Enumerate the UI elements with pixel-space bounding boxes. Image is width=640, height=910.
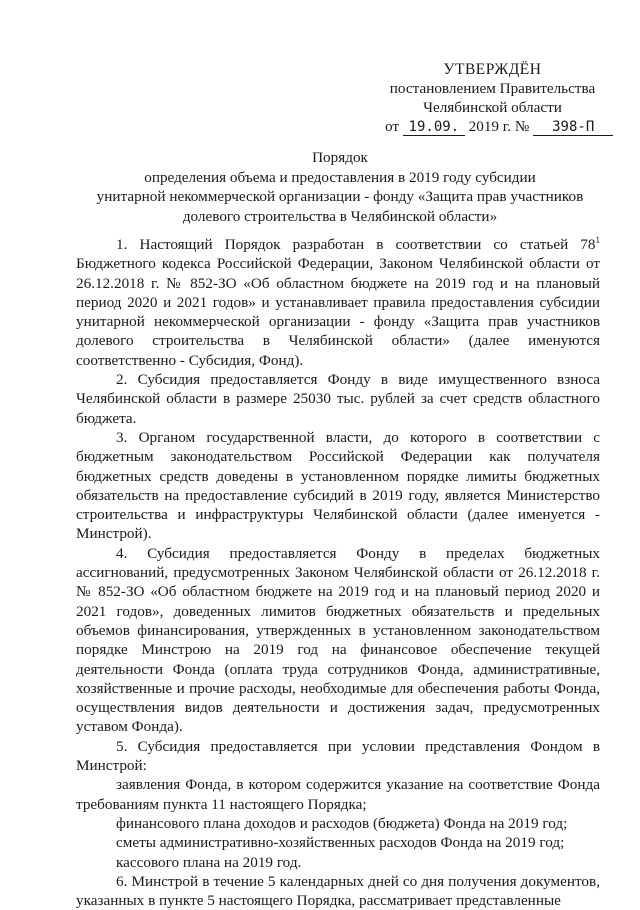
approval-stamp — [385, 60, 600, 136]
approval-line-1: постановлением Правительства — [389, 80, 596, 97]
paragraph-3: 3. Органом государственной власти, до которого в соответствии с бюджетным законодательством Российской Федерации как получателя бюджетных средств доведены в установленном порядке лимиты бюджетных обязательств на предоставление субсидий в 2019 году, является Министерство строительства и инфраструктуры Челябинской области (далее именуется - Минстрой). — [76, 428, 600, 543]
title-line-1: Порядок — [312, 149, 368, 166]
date-prefix: от — [385, 118, 400, 135]
paragraph-5: 5. Субсидия предоставляется при условии представления Фондом в Минстрой: — [76, 737, 600, 775]
paragraph-1-rest: Бюджетного кодекса Российской Федерации, Законом Челябинской области от 26.12.2018 г. № 852-ЗО «Об областном бюджете на 2019 год и на плановый период 2020 и 2021 годов» и устанавливает правила предоставления субсидии унитарной некоммерческой организации - фонду «Защита прав участников долевого строительства в Челябинской области» (далее именуются соответственно - Субсидия, Фонд). — [76, 255, 600, 369]
paragraph-4: 4. Субсидия предоставляется Фонду в пределах бюджетных ассигнований, предусмотренных Законом Челябинской области от 26.12.2018 г. № 852-ЗО «Об областном бюджете на 2019 год и на плановый период 2020 и 2021 годов», доведенных лимитов бюджетных обязательств и предельных объемов финансирования, утвержденных в установленном законодательством порядке Минстрою на 2019 год на финансовое обеспечение текущей деятельности Фонда (оплата труда сотрудников Фонда, административные, хозяйственные и прочие расходы, необходимые для обеспечения работы Фонда, осуществления видов деятельности и достижения задач, предусмотренных уставом Фонда). — [76, 544, 600, 736]
paragraph-1 — [76, 235, 600, 370]
document-body — [76, 235, 600, 910]
paragraph-6: 6. Минстрой в течение 5 календарных дней со дня получения документов, указанных в пункте 5 настоящего Порядка, рассматривает представленные — [76, 872, 600, 910]
document-title — [60, 148, 620, 226]
paragraph-5-item-3: сметы административно-хозяйственных расходов Фонда на 2019 год; — [116, 834, 565, 852]
year-text: 2019 г. № — [468, 118, 530, 135]
approval-date-line — [385, 117, 600, 136]
approval-heading: УТВЕРЖДЁН — [443, 61, 542, 78]
handwritten-date: 19.09. — [403, 120, 465, 136]
paragraph-5-item-1: заявления Фонда, в котором содержится указание на соответствие Фонда требованиям пункта 11 настоящего Порядка; — [76, 776, 600, 813]
title-line-3: унитарной некоммерческой организации - фонду «Защита прав участников — [96, 188, 584, 205]
paragraph-5-item-2: финансового плана доходов и расходов (бюджета) Фонда на 2019 год; — [116, 814, 568, 832]
title-line-4: долевого строительства в Челябинской области» — [182, 207, 498, 225]
article-superscript: 1 — [595, 235, 600, 245]
title-line-2: определения объема и предоставления в 2019 году субсидии — [144, 168, 536, 186]
paragraph-1-start: 1. Настоящий Порядок разработан в соответствии со статьей 78 — [116, 236, 596, 253]
paragraph-2: 2. Субсидия предоставляется Фонду в виде имущественного взноса Челябинской области в размере 25030 тыс. рублей за счет средств областного бюджета. — [76, 371, 600, 427]
paragraph-5-item-4: кассового плана на 2019 год. — [116, 853, 302, 871]
handwritten-number: 398-П — [533, 120, 613, 136]
approval-line-2: Челябинской области — [423, 99, 562, 116]
